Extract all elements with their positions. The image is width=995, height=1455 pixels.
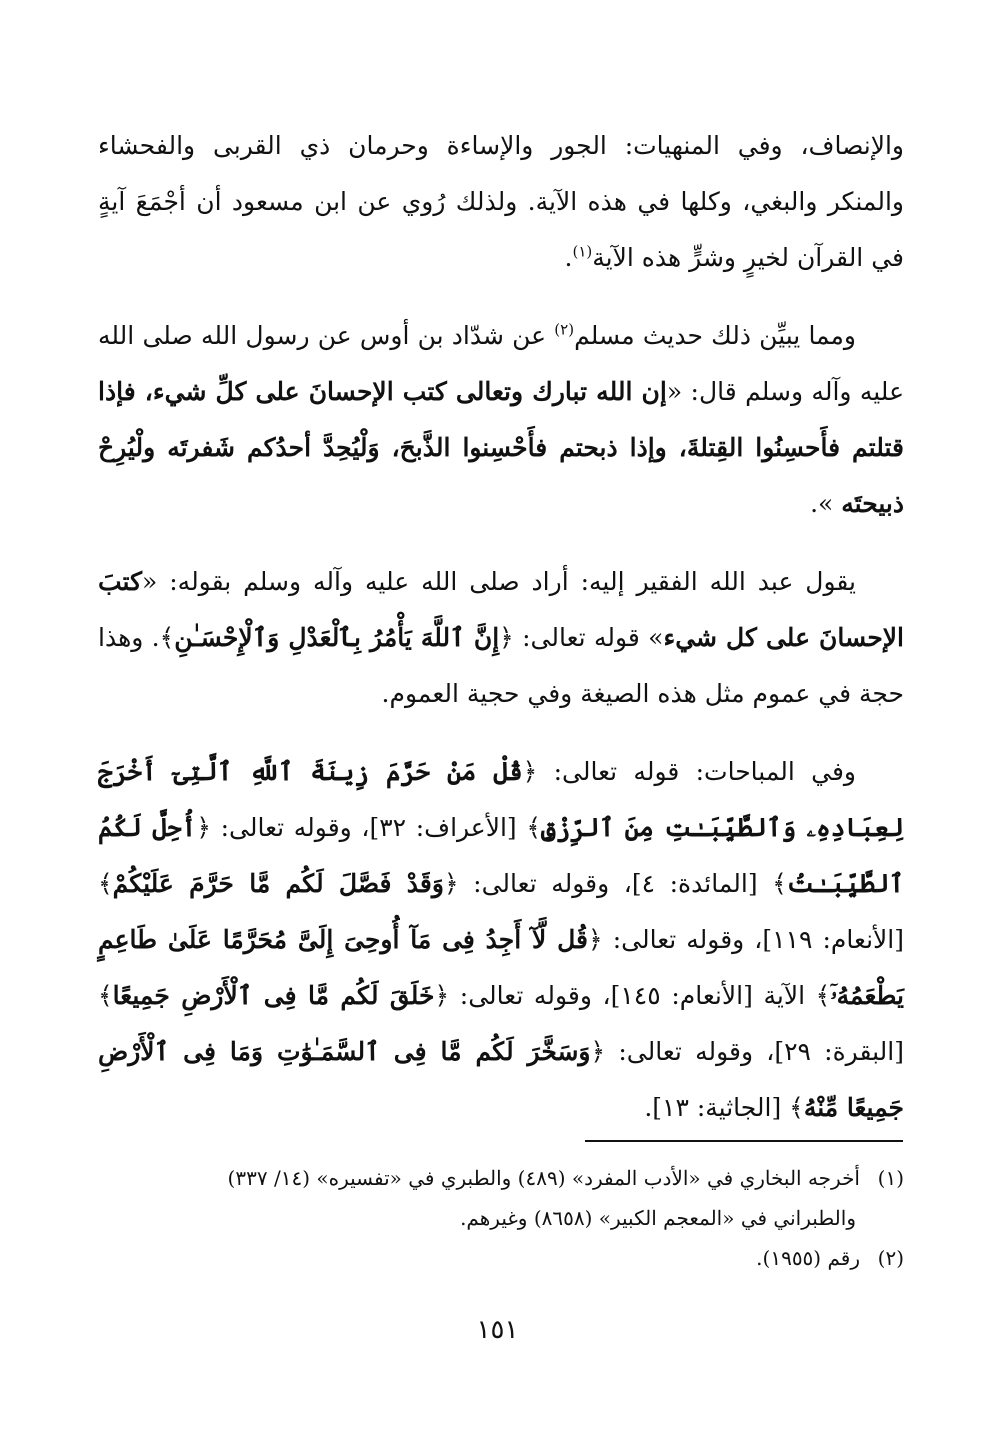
footnote-number: (٢) — [877, 1246, 904, 1270]
main-text — [98, 118, 904, 1158]
paragraph-2-lead: ومما يبيِّن ذلك حديث مسلم — [574, 321, 856, 350]
footnote-text: والطبراني في «المعجم الكبير» (٨٦٥٨) وغيرهم. — [460, 1206, 856, 1230]
paragraph-2-tail: ». — [810, 489, 842, 518]
quran-verse: إِنَّ ٱللَّهَ يَأْمُرُ بِٱلْعَدْلِ وَٱلْإِحْسَـٰنِ — [174, 623, 500, 652]
hadith-text: إن الله تبارك وتعالى كتب الإحسانَ على كلِّ شيء، فإذا قتلتم فأَحسِنُوا القِتلةَ، وإذا ذبحتم فأَحْسِنوا الذَّبحَ، وَلْيُحِدَّ أحدُكم شَفرتَه ولْيُرِحْ ذبيحتَه — [98, 377, 904, 518]
paragraph-1 — [98, 118, 904, 286]
quran-verse: قُل لَّآ أَجِدُ فِى مَآ أُوحِىَ إِلَىَّ مُحَرَّمًا عَلَىٰ طَاعِمٍ يَطْعَمُهُۥٓ — [98, 925, 904, 1010]
quran-verse: خَلَقَ لَكُم مَّا فِى ٱلْأَرْضِ جَمِيعًا — [112, 981, 435, 1010]
quran-verse: أُحِلَّ لَكُمُ ٱلطَّيِّبَـٰتُ — [98, 813, 904, 898]
paragraph-1-tail: . — [564, 243, 573, 272]
paragraph-4-text: وفي المباحات: قوله تعالى: ﴿ — [522, 757, 856, 786]
footnote-ref-1[interactable]: (١) — [572, 242, 593, 261]
footnote-2 — [98, 1238, 904, 1278]
quran-verse: وَقَدْ فَصَّلَ لَكُم مَّا حَرَّمَ عَلَيْكُمْ — [112, 869, 444, 898]
paragraph-4 — [98, 744, 904, 1136]
paragraph-3-tail: ﴾. وهذا حجة في عموم مثل هذه الصيغة وفي حجية العموم. — [98, 623, 904, 708]
paragraph-4-text: ﴾ الآية [الأنعام: ١٤٥]، وقوله تعالى: ﴿ — [434, 981, 831, 1010]
paragraph-2-mid: عن شدّاد بن أوس عن رسول الله صلى الله عليه وآله وسلم قال: « — [98, 321, 904, 406]
paragraph-4-text: ﴾ [البقرة: ٢٩]، وقوله تعالى: ﴿ — [98, 981, 904, 1066]
paragraph-1-text: والإنصاف، وفي المنهيات: الجور والإساءة وحرمان ذي القربى والفحشاء والمنكر والبغي، وكلها في هذه الآية. ولذلك رُوي عن ابن مسعود أن أجْمَعَ آيةٍ في القرآن لخيرٍ وشرٍّ هذه الآية — [98, 131, 904, 272]
paragraph-2 — [98, 308, 904, 532]
paragraph-4-text: ﴾ [المائدة: ٤]، وقوله تعالى: ﴿ — [443, 869, 787, 898]
paragraph-3 — [98, 554, 904, 722]
footnote-divider — [585, 1140, 903, 1142]
page-number: ١٥١ — [476, 1315, 519, 1345]
quran-verse: وَسَخَّرَ لَكُم مَّا فِى ٱلسَّمَـٰوَٰتِ وَمَا فِى ٱلْأَرْضِ جَمِيعًا مِّنْهُ — [98, 1037, 904, 1122]
footnote-ref-2[interactable]: (٢) — [554, 320, 575, 339]
paragraph-3-mid: » قوله تعالى: ﴿ — [499, 623, 664, 652]
paragraph-4-text: ﴾ [الأعراف: ٣٢]، وقوله تعالى: ﴿ — [196, 813, 541, 842]
paragraph-3-lead: يقول عبد الله الفقير إليه: أراد صلى الله عليه وآله وسلم بقوله: « — [142, 567, 856, 596]
footnote-text: رقم (١٩٥٥). — [756, 1246, 860, 1270]
footnote-number: (١) — [877, 1166, 904, 1190]
footnote-text: أخرجه البخاري في «الأدب المفرد» (٤٨٩) والطبري في «تفسيره» (١٤/ ٣٣٧) — [227, 1166, 860, 1190]
hadith-quote: كتبَ الإحسانَ على كل شيء — [98, 567, 904, 652]
footnote-1 — [98, 1158, 904, 1198]
paragraph-4-text: ﴾ [الأنعام: ١١٩]، وقوله تعالى: ﴿ — [98, 869, 904, 954]
quran-verse: قُلْ مَنْ حَرَّمَ زِينَةَ ٱللَّهِ ٱلَّتِىٓ أَخْرَجَ لِعِبَادِهِۦ وَٱلطَّيِّبَـٰتِ مِنَ ٱلرِّزْقِ — [98, 757, 904, 842]
paragraph-4-text: ﴾ [الجاثية: ١٣]. — [644, 1093, 804, 1122]
footnotes — [98, 1158, 904, 1278]
footnote-1-continued — [98, 1198, 904, 1238]
